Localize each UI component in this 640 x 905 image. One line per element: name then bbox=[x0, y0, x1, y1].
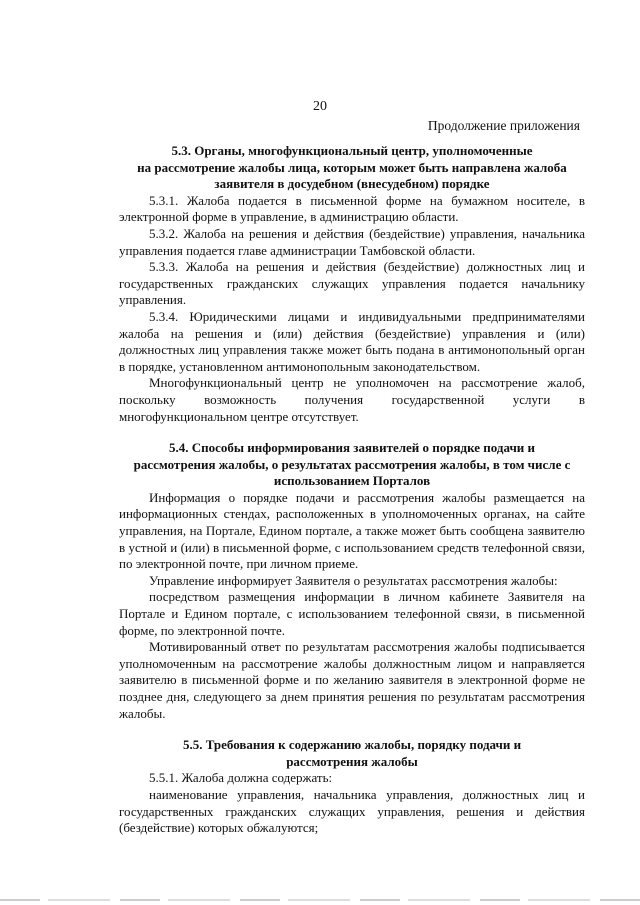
paragraph: Мотивированный ответ по результатам рассмотрения жалобы подписывается уполномоченным на рассмотрение жалобы должностным лицом и направляется заявителю в письменной форме и по желанию заявителя в электронной форме не позднее дня, следующего за днем принятия решения по результатам рассмотрения жалобы. bbox=[119, 639, 585, 721]
paragraph: Многофункциональный центр не уполномочен на рассмотрение жалоб, поскольку возможность получения государственной услуги в многофункциональном центре отсутствует. bbox=[119, 375, 585, 424]
section-heading-line: заявителя в досудебном (внесудебном) порядке bbox=[214, 176, 490, 192]
paragraph: посредством размещения информации в личном кабинете Заявителя на Портале и Едином портале, с использованием телефонной связи, в письменной форме, по электронной почте. bbox=[119, 589, 585, 638]
continuation-note: Продолжение приложения bbox=[427, 118, 580, 133]
paragraph: наименование управления, начальника управления, должностных лиц и государственных гражданских служащих управления, решения и действия (бездействие) которых обжалуются; bbox=[119, 786, 585, 836]
section-heading-line: 5.4. Способы информирования заявителей о порядке подачи и bbox=[168, 440, 536, 456]
page-number: 20 bbox=[313, 99, 327, 114]
section-heading-line: использованием Порталов bbox=[273, 473, 431, 489]
paragraph: 5.3.3. Жалоба на решения и действия (бездействие) должностных лиц и государственных гражданских служащих управления подается начальнику управления. bbox=[119, 259, 585, 308]
section-heading-line: рассмотрения жалобы, о результатах рассмотрения жалобы, в том числе с bbox=[133, 456, 571, 472]
section-heading-line: 5.3. Органы, многофункциональный центр, уполномоченные bbox=[171, 143, 533, 158]
paragraph: Информация о порядке подачи и рассмотрения жалобы размещается на информационных стендах, расположенных в уполномоченных органах, на сайте управления, на Портале, Едином портале, а также может быть сообщена заявителю в устной и (или) в письменной форме, с использованием средств телефонной связи, по электронной почте, при личном приеме. bbox=[119, 489, 585, 572]
section-5-5 bbox=[119, 737, 585, 837]
paragraph: 5.3.2. Жалоба на решения и действия (бездействие) управления, начальника управления подается главе администрации Тамбовской области. bbox=[119, 225, 585, 258]
section-heading-line: 5.5. Требования к содержанию жалобы, порядку подачи и bbox=[182, 737, 522, 753]
section-heading-line: рассмотрения жалобы bbox=[286, 753, 418, 769]
section-5-4 bbox=[119, 440, 585, 722]
section-5-3 bbox=[119, 143, 585, 425]
scan-edge-artifact bbox=[0, 899, 640, 901]
section-heading-line: на рассмотрение жалобы лица, которым может быть направлена жалоба bbox=[137, 159, 567, 175]
paragraph: Управление информирует Заявителя о результатах рассмотрения жалобы: bbox=[149, 572, 558, 588]
document-body bbox=[119, 143, 585, 837]
paragraph: 5.3.1. Жалоба подается в письменной форме на бумажном носителе, в электронной форме в управление, в администрацию области. bbox=[119, 192, 585, 225]
paragraph: 5.5.1. Жалоба должна содержать: bbox=[149, 770, 333, 786]
paragraph: 5.3.4. Юридическими лицами и индивидуальными предпринимателями жалоба на решения и (или) действия (бездействие) управления и (или) должностных лиц управления также может быть подана в антимонопольный орган в порядке, установленном антимонопольным законодательством. bbox=[119, 308, 585, 374]
